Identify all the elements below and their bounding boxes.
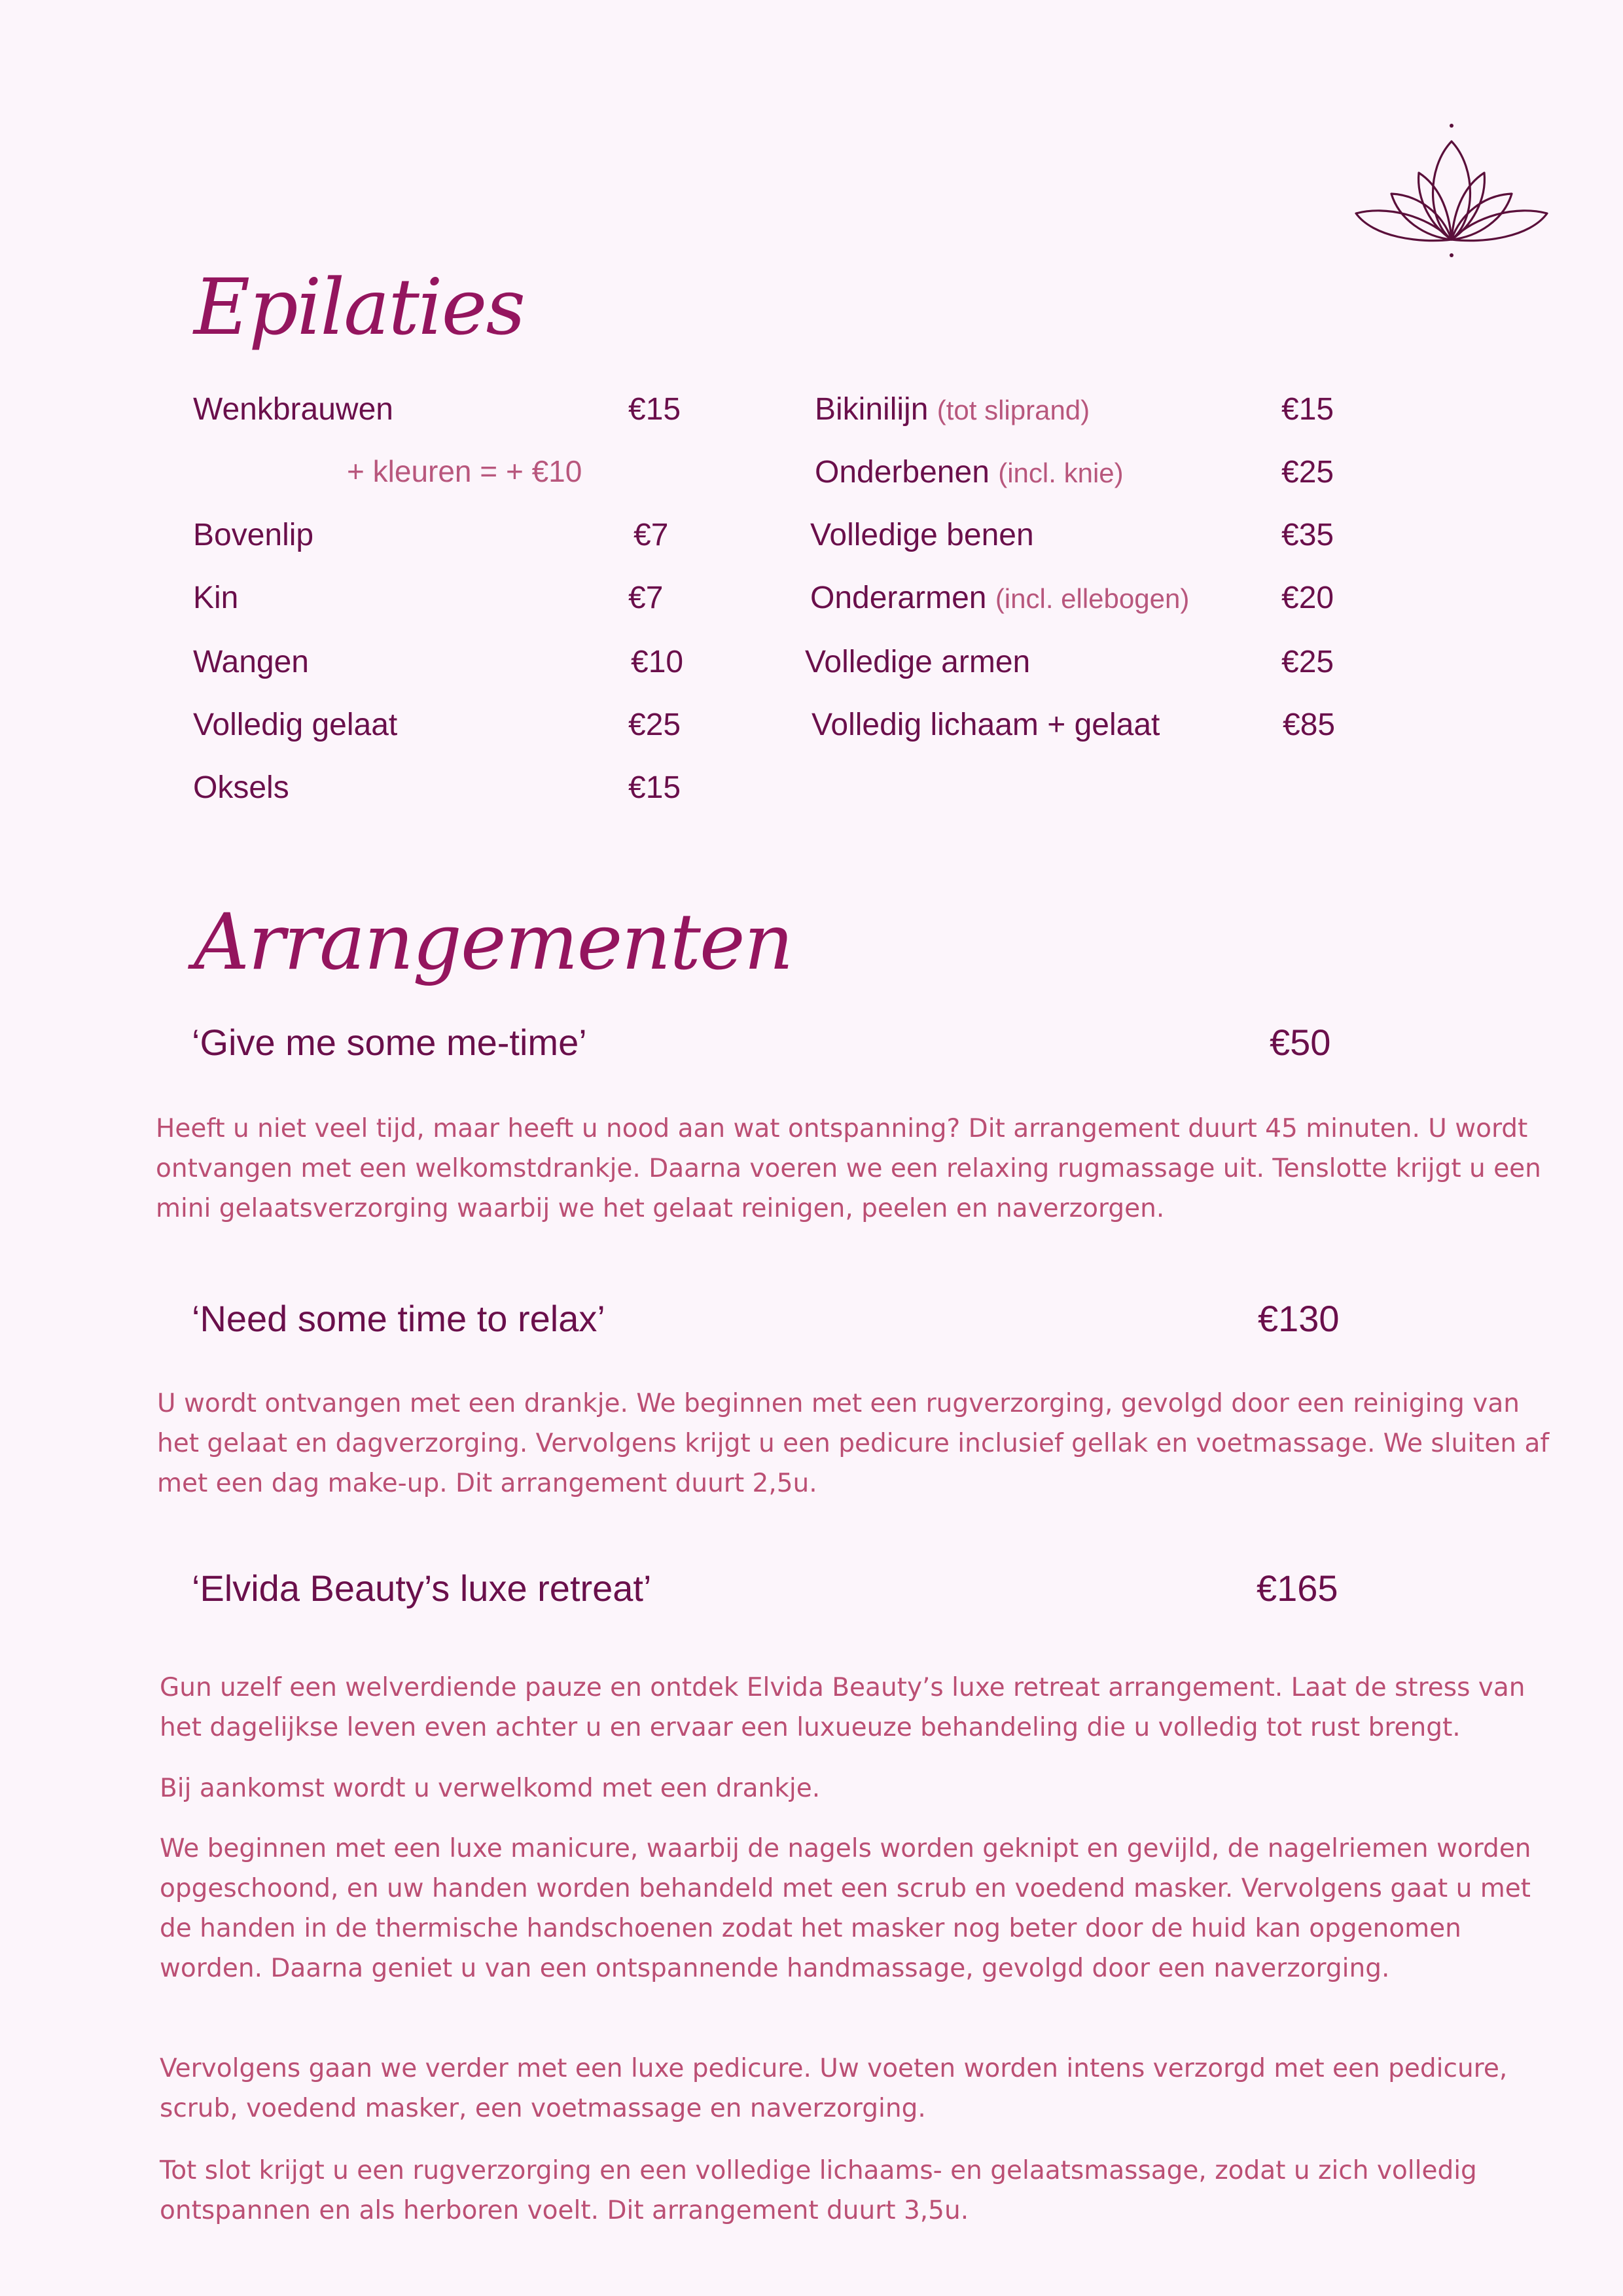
- service-name: Volledig lichaam + gelaat: [812, 708, 1160, 742]
- service-addon-note: + kleuren = + €10: [347, 454, 582, 488]
- service-name: Wangen: [193, 645, 309, 679]
- service-price: €15: [628, 392, 681, 427]
- package-description: Vervolgens gaan we verder met een luxe pedicure. Uw voeten worden intens verzorgd met een pedicure, scrub, voedend masker, een voetmassage en naverzorging.: [160, 2054, 1508, 2123]
- service-name: Onderbenen (incl. knie): [815, 455, 1124, 490]
- service-price: €20: [1281, 581, 1334, 615]
- package-description: Tot slot krijgt u een rugverzorging en een volledige lichaams- en gelaatsmassage, zodat u zich volledig ontspannen en als herboren voelt. Dit arrangement duurt 3,5u.: [160, 2156, 1477, 2225]
- service-price: €25: [628, 708, 681, 742]
- service-name: Volledige armen: [805, 645, 1031, 679]
- service-name: Volledige benen: [810, 518, 1034, 552]
- service-name: Wenkbrauwen: [193, 392, 393, 427]
- service-price: €25: [1281, 645, 1334, 679]
- service-name: Bovenlip: [193, 518, 314, 552]
- service-price: €10: [631, 645, 684, 679]
- package-description: Heeft u niet veel tijd, maar heeft u nood aan wat ontspanning? Dit arrangement duurt 45 minuten. U wordt ontvangen met een welkomstdrankje. Daarna voeren we een relaxing rugmassage uit. Tenslotte krijgt u een mini gelaatsverzorging waarbij we het gelaat reinigen, peelen en naverzorgen.: [156, 1114, 1541, 1223]
- package-description: U wordt ontvangen met een drankje. We beginnen met een rugverzorging, gevolgd door een reiniging van het gelaat en dagverzorging. Vervolgens krijgt u een pedicure inclusief gellak en voetmassage. We sluiten af met een dag make-up. Dit arrangement duurt 2,5u.: [157, 1389, 1550, 1498]
- service-price: €35: [1281, 518, 1334, 552]
- package-description: Gun uzelf een welverdiende pauze en ontdek Elvida Beauty’s luxe retreat arrangement. Laat de stress van het dagelijkse leven even achter u en ervaar een luxueuze behandeling die u volledig tot rust brengt.: [160, 1673, 1525, 1742]
- service-price: €7: [628, 581, 664, 615]
- package-price: €130: [1258, 1298, 1340, 1339]
- service-price: €15: [1281, 392, 1334, 427]
- section-heading-epilaties: Epilaties: [194, 262, 525, 352]
- service-name: Volledig gelaat: [193, 708, 398, 742]
- service-note: (tot sliprand): [936, 395, 1090, 425]
- service-name: Bikinilijn (tot sliprand): [815, 392, 1090, 427]
- package-title: ‘Give me some me-time’: [192, 1022, 587, 1063]
- service-name: Onderarmen (incl. ellebogen): [810, 581, 1190, 615]
- service-note: (incl. ellebogen): [995, 583, 1190, 614]
- service-name: Oksels: [193, 770, 289, 805]
- service-price: €7: [633, 518, 669, 552]
- service-note: (incl. knie): [998, 457, 1124, 488]
- package-title: ‘Need some time to relax’: [192, 1298, 605, 1339]
- service-price: €15: [628, 770, 681, 805]
- package-description: We beginnen met een luxe manicure, waarbij de nagels worden geknipt en gevijld, de nagelriemen worden opgeschoond, en uw handen worden behandeld met een scrub en voedend masker. Vervolgens gaat u met de handen in de thermische handschoenen zodat het masker nog beter door de huid kan opgenomen worden. Daarna geniet u van een ontspannende handmassage, gevolgd door een naverzorging.: [160, 1834, 1531, 1983]
- package-description: Bij aankomst wordt u verwelkomd met een drankje.: [160, 1774, 821, 1803]
- service-name: Kin: [193, 581, 239, 615]
- package-price: €165: [1257, 1568, 1338, 1609]
- section-heading-arrangementen: Arrangementen: [194, 897, 793, 987]
- lotus-icon: [1353, 122, 1550, 259]
- package-price: €50: [1270, 1022, 1331, 1063]
- package-title: ‘Elvida Beauty’s luxe retreat’: [192, 1568, 652, 1609]
- service-price: €25: [1281, 455, 1334, 490]
- service-price: €85: [1283, 708, 1336, 742]
